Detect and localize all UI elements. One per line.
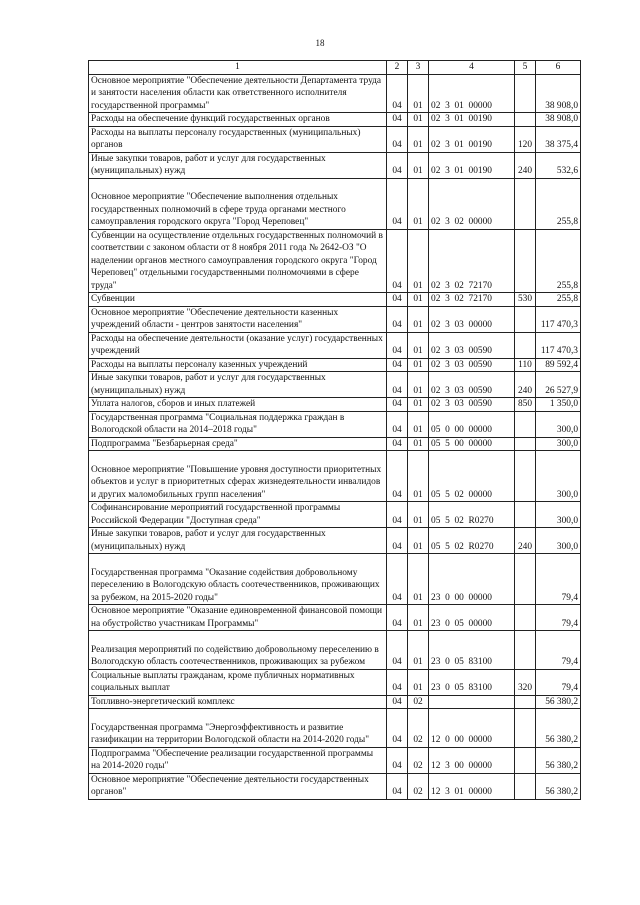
table-row (89, 332, 581, 358)
row-name: Подпрограмма "Безбарьерная среда" (89, 437, 387, 451)
expense-type-code: 850 (515, 398, 536, 412)
row-name: Основное мероприятие "Обеспечение деятельности государственных органов" (89, 773, 387, 799)
subsection-code: 01 (408, 358, 429, 372)
column-header-2: 2 (387, 61, 408, 75)
section-code: 04 (387, 358, 408, 372)
target-article-code: 05 0 00 00000 (429, 411, 515, 437)
target-article-code: 02 3 01 00190 (429, 152, 515, 178)
expense-type-code (515, 605, 536, 631)
expense-type-code (515, 229, 536, 293)
row-name: Иные закупки товаров, работ и услуг для государственных (муниципальных) нужд (89, 152, 387, 178)
row-name: Основное мероприятие "Обеспечение выполнения отдельных государственных полномочий в сфере труда органами местного самоуправления городского округа "Город Череповец" (89, 178, 387, 229)
expense-type-code (515, 437, 536, 451)
table-row (89, 293, 581, 307)
target-article-code: 02 3 02 72170 (429, 293, 515, 307)
table-row (89, 437, 581, 451)
target-article-code: 02 3 03 00590 (429, 372, 515, 398)
amount: 300,0 (536, 528, 581, 554)
expense-type-code (515, 747, 536, 773)
row-name: Основное мероприятие "Повышение уровня доступности приоритетных объектов и услуг в приоритетных сферах жизнедеятельности инвалидов и других маломобильных групп населения" (89, 451, 387, 502)
row-name: Государственная программа "Социальная поддержка граждан в Вологодской области на 2014–2018 годы" (89, 411, 387, 437)
table-row (89, 411, 581, 437)
row-name: Государственная программа "Энергоэффективность и развитие газификации на территории Вологодской области на 2014-2020 годы" (89, 709, 387, 748)
section-code: 04 (387, 398, 408, 412)
expense-type-code (515, 411, 536, 437)
table-row (89, 631, 581, 670)
subsection-code: 01 (408, 631, 429, 670)
target-article-code: 23 0 05 83100 (429, 631, 515, 670)
section-code: 04 (387, 437, 408, 451)
subsection-code: 01 (408, 332, 429, 358)
subsection-code: 01 (408, 306, 429, 332)
subsection-code: 01 (408, 372, 429, 398)
expense-type-code (515, 502, 536, 528)
amount: 79,4 (536, 605, 581, 631)
expense-type-code (515, 773, 536, 799)
target-article-code: 23 0 05 83100 (429, 669, 515, 695)
table-row (89, 126, 581, 152)
expense-type-code: 240 (515, 152, 536, 178)
table-row (89, 358, 581, 372)
section-code: 04 (387, 695, 408, 709)
table-row (89, 451, 581, 502)
amount: 56 380,2 (536, 747, 581, 773)
subsection-code: 01 (408, 669, 429, 695)
section-code: 04 (387, 554, 408, 605)
table-row (89, 306, 581, 332)
target-article-code: 05 5 02 R0270 (429, 528, 515, 554)
subsection-code: 01 (408, 74, 429, 113)
column-header-3: 3 (408, 61, 429, 75)
section-code: 04 (387, 229, 408, 293)
section-code: 04 (387, 411, 408, 437)
amount: 255,8 (536, 178, 581, 229)
section-code: 04 (387, 502, 408, 528)
amount: 300,0 (536, 411, 581, 437)
target-article-code: 02 3 03 00590 (429, 358, 515, 372)
subsection-code: 02 (408, 773, 429, 799)
row-name: Субвенции на осуществление отдельных государственных полномочий в соответствии с законом области от 8 ноября 2011 года № 2642-ОЗ "О наделении органов местного самоуправления городского округа "Город Череповец" отдельными государственными полномочиями в сфере труда" (89, 229, 387, 293)
amount: 300,0 (536, 502, 581, 528)
section-code: 04 (387, 74, 408, 113)
page-number: 18 (315, 38, 325, 48)
row-name: Субвенции (89, 293, 387, 307)
expense-type-code (515, 695, 536, 709)
amount: 1 350,0 (536, 398, 581, 412)
row-name: Государственная программа "Оказание содействия добровольному переселению в Вологодскую область соотечественников, проживающих за рубежом, на 2015-2020 годы" (89, 554, 387, 605)
section-code: 04 (387, 126, 408, 152)
row-name: Основное мероприятие "Обеспечение деятельности казенных учреждений области - центров занятости населения" (89, 306, 387, 332)
target-article-code: 02 3 03 00590 (429, 332, 515, 358)
column-header-4: 4 (429, 61, 515, 75)
table-row (89, 605, 581, 631)
subsection-code: 01 (408, 229, 429, 293)
target-article-code: 23 0 00 00000 (429, 554, 515, 605)
amount: 56 380,2 (536, 773, 581, 799)
target-article-code: 12 3 01 00000 (429, 773, 515, 799)
amount: 56 380,2 (536, 695, 581, 709)
budget-table (88, 60, 581, 800)
section-code: 04 (387, 773, 408, 799)
amount: 300,0 (536, 437, 581, 451)
subsection-code: 02 (408, 747, 429, 773)
table-row (89, 74, 581, 113)
section-code: 04 (387, 709, 408, 748)
amount: 56 380,2 (536, 709, 581, 748)
amount: 26 527,9 (536, 372, 581, 398)
section-code: 04 (387, 152, 408, 178)
table-header-row (89, 61, 581, 75)
amount: 38 908,0 (536, 74, 581, 113)
target-article-code: 05 5 02 R0270 (429, 502, 515, 528)
row-name: Расходы на обеспечение деятельности (оказание услуг) государственных учреждений (89, 332, 387, 358)
table-row (89, 372, 581, 398)
table-row (89, 554, 581, 605)
amount: 255,8 (536, 293, 581, 307)
row-name: Расходы на выплаты персоналу государственных (муниципальных) органов (89, 126, 387, 152)
expense-type-code: 110 (515, 358, 536, 372)
table-row (89, 502, 581, 528)
expense-type-code: 240 (515, 528, 536, 554)
target-article-code (429, 695, 515, 709)
amount: 89 592,4 (536, 358, 581, 372)
section-code: 04 (387, 528, 408, 554)
table-row (89, 113, 581, 127)
expense-type-code: 320 (515, 669, 536, 695)
target-article-code: 02 3 01 00000 (429, 74, 515, 113)
subsection-code: 01 (408, 178, 429, 229)
table-row (89, 178, 581, 229)
table-row (89, 695, 581, 709)
table-row (89, 229, 581, 293)
subsection-code: 01 (408, 398, 429, 412)
section-code: 04 (387, 306, 408, 332)
amount: 79,4 (536, 669, 581, 695)
target-article-code: 02 3 03 00590 (429, 398, 515, 412)
row-name: Расходы на выплаты персоналу казенных учреждений (89, 358, 387, 372)
row-name: Основное мероприятие "Оказание единовременной финансовой помощи на обустройство участникам Программы" (89, 605, 387, 631)
section-code: 04 (387, 113, 408, 127)
expense-type-code: 120 (515, 126, 536, 152)
column-header-5: 5 (515, 61, 536, 75)
amount: 532,6 (536, 152, 581, 178)
section-code: 04 (387, 372, 408, 398)
subsection-code: 01 (408, 605, 429, 631)
section-code: 04 (387, 747, 408, 773)
expense-type-code (515, 709, 536, 748)
row-name: Расходы на обеспечение функций государственных органов (89, 113, 387, 127)
expense-type-code: 240 (515, 372, 536, 398)
section-code: 04 (387, 669, 408, 695)
amount: 300,0 (536, 451, 581, 502)
target-article-code: 05 5 02 00000 (429, 451, 515, 502)
table-row (89, 709, 581, 748)
section-code: 04 (387, 178, 408, 229)
subsection-code: 01 (408, 437, 429, 451)
row-name: Уплата налогов, сборов и иных платежей (89, 398, 387, 412)
subsection-code: 02 (408, 695, 429, 709)
row-name: Топливно-энергетический комплекс (89, 695, 387, 709)
row-name: Софинансирование мероприятий государственной программы Российской Федерации "Доступная среда" (89, 502, 387, 528)
row-name: Иные закупки товаров, работ и услуг для государственных (муниципальных) нужд (89, 372, 387, 398)
target-article-code: 02 3 03 00000 (429, 306, 515, 332)
subsection-code: 01 (408, 528, 429, 554)
table-row (89, 398, 581, 412)
row-name: Социальные выплаты гражданам, кроме публичных нормативных социальных выплат (89, 669, 387, 695)
row-name: Подпрограмма "Обеспечение реализации государственной программы на 2014-2020 годы" (89, 747, 387, 773)
column-header-1: 1 (89, 61, 387, 75)
subsection-code: 01 (408, 113, 429, 127)
target-article-code: 23 0 05 00000 (429, 605, 515, 631)
table-row (89, 773, 581, 799)
expense-type-code (515, 451, 536, 502)
amount: 79,4 (536, 554, 581, 605)
table-row (89, 747, 581, 773)
row-name: Основное мероприятие "Обеспечение деятельности Департамента труда и занятости населения области как ответственного исполнителя государственной программы" (89, 74, 387, 113)
target-article-code: 02 3 01 00190 (429, 126, 515, 152)
expense-type-code (515, 631, 536, 670)
section-code: 04 (387, 605, 408, 631)
table-row (89, 528, 581, 554)
subsection-code: 01 (408, 293, 429, 307)
subsection-code: 01 (408, 502, 429, 528)
section-code: 04 (387, 451, 408, 502)
table-row (89, 669, 581, 695)
expense-type-code: 530 (515, 293, 536, 307)
amount: 38 908,0 (536, 113, 581, 127)
target-article-code: 02 3 02 00000 (429, 178, 515, 229)
expense-type-code (515, 113, 536, 127)
amount: 117 470,3 (536, 306, 581, 332)
target-article-code: 02 3 02 72170 (429, 229, 515, 293)
amount: 79,4 (536, 631, 581, 670)
section-code: 04 (387, 631, 408, 670)
subsection-code: 01 (408, 152, 429, 178)
amount: 255,8 (536, 229, 581, 293)
column-header-6: 6 (536, 61, 581, 75)
section-code: 04 (387, 293, 408, 307)
row-name: Реализация мероприятий по содействию добровольному переселению в Вологодскую область соотечественников, проживающих за рубежом (89, 631, 387, 670)
section-code: 04 (387, 332, 408, 358)
expense-type-code (515, 74, 536, 113)
table-row (89, 152, 581, 178)
target-article-code: 12 3 00 00000 (429, 747, 515, 773)
subsection-code: 01 (408, 451, 429, 502)
target-article-code: 02 3 01 00190 (429, 113, 515, 127)
subsection-code: 01 (408, 554, 429, 605)
subsection-code: 02 (408, 709, 429, 748)
subsection-code: 01 (408, 411, 429, 437)
subsection-code: 01 (408, 126, 429, 152)
expense-type-code (515, 178, 536, 229)
expense-type-code (515, 332, 536, 358)
amount: 117 470,3 (536, 332, 581, 358)
target-article-code: 05 5 00 00000 (429, 437, 515, 451)
amount: 38 375,4 (536, 126, 581, 152)
expense-type-code (515, 554, 536, 605)
row-name: Иные закупки товаров, работ и услуг для государственных (муниципальных) нужд (89, 528, 387, 554)
target-article-code: 12 0 00 00000 (429, 709, 515, 748)
expense-type-code (515, 306, 536, 332)
